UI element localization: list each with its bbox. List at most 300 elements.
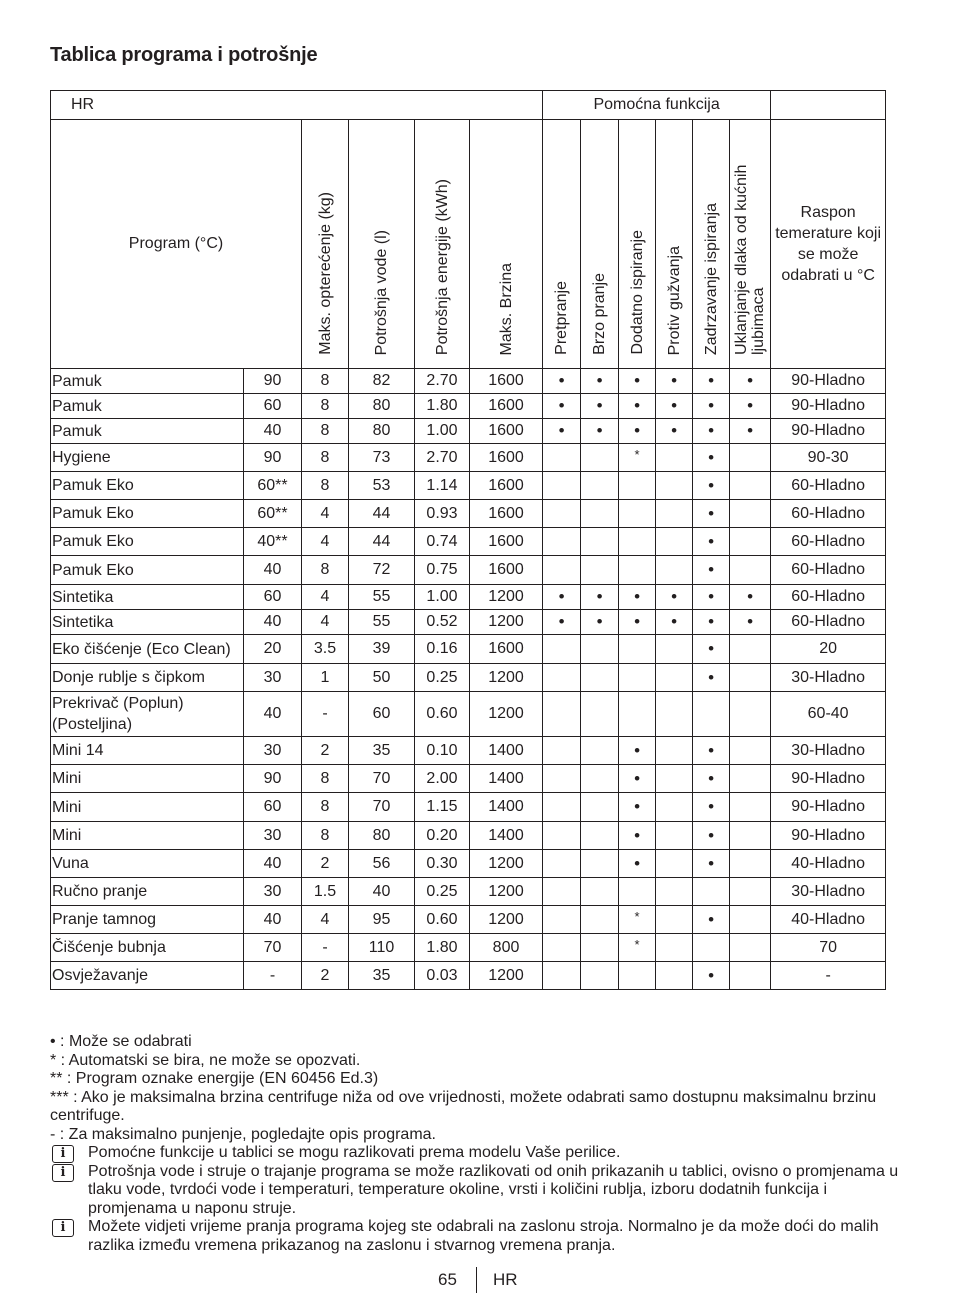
program-header: Program (°C) [51, 120, 302, 369]
aux-function-cell [730, 962, 771, 990]
aux-function-cell [543, 934, 581, 962]
aux-function-cell [656, 822, 693, 850]
aux-function-cell [730, 822, 771, 850]
max-load-cell: - [302, 692, 349, 737]
max-speed-cell: 1600 [470, 369, 543, 394]
aux-function-cell [730, 500, 771, 528]
aux-function-cell [619, 934, 656, 962]
selectable-dot: • [671, 612, 678, 631]
max-load-cell: 2 [302, 737, 349, 765]
max-speed-cell: 1600 [470, 500, 543, 528]
aux-function-cell [730, 850, 771, 878]
col-header-label: Maks. Brzina [497, 262, 515, 355]
temperature-cell: 40 [244, 610, 302, 635]
aux-function-cell [730, 472, 771, 500]
program-name-cell: Pamuk [51, 369, 244, 394]
aux-function-cell [581, 610, 619, 635]
aux-function-cell [656, 850, 693, 878]
table-header-columns [51, 120, 886, 369]
selectable-dot: • [747, 612, 754, 631]
aux-function-cell [581, 585, 619, 610]
temperature-cell: 90 [244, 765, 302, 793]
aux-function-cell [730, 793, 771, 822]
aux-function-cell [730, 765, 771, 793]
aux-function-cell [656, 793, 693, 822]
energy-cell: 0.25 [415, 878, 470, 906]
energy-cell: 1.80 [415, 394, 470, 419]
aux-function-cell [693, 528, 730, 556]
temp-range-cell: 90-Hladno [771, 419, 886, 444]
auto-selected-mark: * [634, 908, 640, 924]
energy-cell: 0.60 [415, 906, 470, 934]
aux-function-cell [730, 878, 771, 906]
program-name-cell: Sintetika [51, 610, 244, 635]
col-header-label: Uklanjanje dlaka od kućnih ljubimaca [733, 164, 768, 355]
max-speed-cell: 1200 [470, 610, 543, 635]
max-load-cell: 4 [302, 500, 349, 528]
aux-function-cell [619, 528, 656, 556]
aux-function-cell [693, 500, 730, 528]
aux-function-cell [656, 556, 693, 585]
program-table [50, 90, 886, 990]
aux-function-cell [730, 585, 771, 610]
program-name-cell: Pamuk Eko [51, 528, 244, 556]
energy-cell: 0.16 [415, 635, 470, 664]
info-icon: i [52, 1219, 74, 1237]
program-name-cell: Prekrivač (Poplun) (Posteljina) [51, 692, 244, 737]
table-row [51, 556, 886, 585]
aux-function-cell [619, 664, 656, 692]
col-header-energy [415, 120, 470, 369]
aux-function-cell [581, 472, 619, 500]
aux-function-cell [543, 822, 581, 850]
program-name-cell: Mini 14 [51, 737, 244, 765]
aux-function-cell [730, 444, 771, 472]
aux-function-cell [619, 585, 656, 610]
aux-function-cell [619, 822, 656, 850]
footer-lang: HR [493, 1270, 518, 1289]
selectable-dot: • [596, 587, 603, 606]
water-cell: 35 [349, 962, 415, 990]
temperature-cell: 30 [244, 878, 302, 906]
selectable-dot: • [747, 396, 754, 415]
aux-function-cell [693, 444, 730, 472]
table-row [51, 822, 886, 850]
aux-function-cell [693, 692, 730, 737]
max-speed-cell: 1600 [470, 472, 543, 500]
energy-cell: 0.30 [415, 850, 470, 878]
info-note [50, 1163, 910, 1219]
selectable-dot: • [708, 587, 715, 606]
col-header-label: Brzo pranje [591, 273, 609, 355]
col-header-label: Pretpranje [553, 281, 571, 355]
table-row [51, 664, 886, 692]
selectable-dot: • [634, 371, 641, 390]
selectable-dot: • [708, 909, 715, 929]
col-header-label: Zadrzavanje ispiranja [702, 202, 720, 355]
max-speed-cell: 800 [470, 934, 543, 962]
aux-function-cell [543, 585, 581, 610]
selectable-dot: • [596, 371, 603, 390]
temperature-cell: 60** [244, 472, 302, 500]
temp-range-cell: 90-Hladno [771, 369, 886, 394]
selectable-dot: • [747, 587, 754, 606]
col-header-load [302, 120, 349, 369]
aux-function-cell [619, 394, 656, 419]
aux-function-cell [656, 472, 693, 500]
col-header-label: Dodatno ispiranje [628, 230, 646, 355]
aux-function-cell [656, 419, 693, 444]
temp-range-cell: 90-Hladno [771, 822, 886, 850]
temp-range-cell: 90-Hladno [771, 793, 886, 822]
col-header-speed [470, 120, 543, 369]
legend-line: * : Automatski se bira, ne može se opozvati. [50, 1051, 361, 1069]
temperature-cell: 60 [244, 793, 302, 822]
selectable-dot: • [708, 447, 715, 467]
temp-range-cell: 30-Hladno [771, 664, 886, 692]
selectable-dot: • [596, 396, 603, 415]
selectable-dot: • [558, 587, 565, 606]
aux-function-cell [543, 850, 581, 878]
aux-function-cell [693, 635, 730, 664]
max-load-cell: 8 [302, 765, 349, 793]
aux-function-cell [693, 822, 730, 850]
aux-function-cell [581, 850, 619, 878]
aux-function-cell [693, 737, 730, 765]
aux-function-cell [581, 906, 619, 934]
max-speed-cell: 1200 [470, 692, 543, 737]
selectable-dot: • [558, 396, 565, 415]
selectable-dot: • [558, 421, 565, 440]
aux-function-cell [543, 793, 581, 822]
water-cell: 60 [349, 692, 415, 737]
energy-cell: 1.80 [415, 934, 470, 962]
program-name-cell: Eko čišćenje (Eco Clean) [51, 635, 244, 664]
temp-range-cell: 60-Hladno [771, 610, 886, 635]
aux-function-cell [730, 369, 771, 394]
max-speed-cell: 1400 [470, 737, 543, 765]
energy-cell: 0.10 [415, 737, 470, 765]
selectable-dot: • [634, 825, 641, 845]
col-header-quickwash [581, 120, 619, 369]
temperature-cell: 40 [244, 419, 302, 444]
water-cell: 44 [349, 500, 415, 528]
temp-range-cell: 60-Hladno [771, 585, 886, 610]
program-name-cell: Pamuk Eko [51, 472, 244, 500]
aux-function-cell [581, 664, 619, 692]
max-load-cell: 8 [302, 556, 349, 585]
max-speed-cell: 1600 [470, 444, 543, 472]
max-speed-cell: 1200 [470, 850, 543, 878]
selectable-dot: • [708, 797, 715, 816]
temperature-cell: 60 [244, 394, 302, 419]
max-speed-cell: 1200 [470, 664, 543, 692]
temperature-cell: 40 [244, 850, 302, 878]
temp-range-cell: 90-Hladno [771, 394, 886, 419]
program-name-cell: Mini [51, 822, 244, 850]
aux-function-cell [619, 610, 656, 635]
empty-header-cell [771, 91, 886, 120]
program-name-cell: Pamuk [51, 419, 244, 444]
aux-function-cell [730, 635, 771, 664]
table-row [51, 500, 886, 528]
lang-code-cell: HR [51, 91, 543, 120]
selectable-dot: • [708, 531, 715, 551]
aux-function-cell [730, 664, 771, 692]
temperature-cell: - [244, 962, 302, 990]
col-header-extra-rinse [619, 120, 656, 369]
max-load-cell: 8 [302, 369, 349, 394]
col-header-water [349, 120, 415, 369]
selectable-dot: • [671, 421, 678, 440]
water-cell: 50 [349, 664, 415, 692]
selectable-dot: • [708, 371, 715, 390]
table-row [51, 635, 886, 664]
aux-function-cell [543, 737, 581, 765]
table-row [51, 737, 886, 765]
page-title: Tablica programa i potrošnje [50, 44, 318, 66]
legend-line: • : Može se odabrati [50, 1033, 192, 1050]
program-name-cell: Mini [51, 765, 244, 793]
aux-function-cell [581, 635, 619, 664]
selectable-dot: • [671, 371, 678, 390]
aux-function-cell [693, 369, 730, 394]
table-header-top [51, 91, 886, 120]
selectable-dot: • [708, 965, 715, 985]
max-load-cell: 8 [302, 472, 349, 500]
col-header-label: Protiv gužvanja [665, 245, 683, 355]
selectable-dot: • [708, 639, 715, 658]
temp-range-cell: 90-Hladno [771, 765, 886, 793]
aux-function-cell [581, 500, 619, 528]
note-text: Možete vidjeti vrijeme pranja programa kojeg ste odabrali na zaslonu stroja. Normalno je da može doći do malih razlika između vremena prikazanog na zaslonu i stvarnog vremena pranja. [88, 1218, 879, 1254]
aux-function-cell [693, 934, 730, 962]
aux-function-cell [656, 692, 693, 737]
aux-function-cell [730, 934, 771, 962]
aux-function-cell [656, 610, 693, 635]
selectable-dot: • [708, 667, 715, 687]
aux-function-cell [619, 635, 656, 664]
max-speed-cell: 1200 [470, 962, 543, 990]
page-number: 65 [438, 1270, 457, 1289]
program-name-cell: Ručno pranje [51, 878, 244, 906]
aux-function-cell [656, 878, 693, 906]
max-load-cell: 4 [302, 906, 349, 934]
aux-function-cell [543, 472, 581, 500]
max-load-cell: 3.5 [302, 635, 349, 664]
selectable-dot: • [708, 503, 715, 523]
aux-function-cell [656, 765, 693, 793]
water-cell: 82 [349, 369, 415, 394]
aux-function-cell [693, 610, 730, 635]
selectable-dot: • [708, 612, 715, 631]
selectable-dot: • [634, 740, 641, 760]
selectable-dot: • [708, 475, 715, 495]
table-row [51, 419, 886, 444]
temp-range-cell: 40-Hladno [771, 850, 886, 878]
water-cell: 55 [349, 610, 415, 635]
aux-function-cell [656, 394, 693, 419]
max-speed-cell: 1600 [470, 556, 543, 585]
selectable-dot: • [708, 740, 715, 760]
table-row [51, 793, 886, 822]
temperature-cell: 40 [244, 906, 302, 934]
energy-cell: 2.00 [415, 765, 470, 793]
aux-function-cell [619, 419, 656, 444]
water-cell: 35 [349, 737, 415, 765]
selectable-dot: • [634, 768, 641, 788]
legend [50, 1033, 910, 1255]
max-speed-cell: 1200 [470, 906, 543, 934]
aux-function-cell [619, 850, 656, 878]
aux-function-cell [693, 664, 730, 692]
temp-range-cell: 40-Hladno [771, 906, 886, 934]
aux-function-cell [730, 692, 771, 737]
col-header-temp-range: Raspon temerature koji se može odabrati u °C [771, 120, 886, 369]
aux-function-cell [581, 419, 619, 444]
energy-cell: 0.25 [415, 664, 470, 692]
aux-function-cell [543, 610, 581, 635]
aux-function-cell [581, 444, 619, 472]
aux-function-cell [581, 934, 619, 962]
aux-function-cell [693, 394, 730, 419]
aux-function-cell [543, 444, 581, 472]
aux-function-cell [656, 906, 693, 934]
aux-function-cell [581, 394, 619, 419]
selectable-dot: • [708, 853, 715, 873]
table-row [51, 585, 886, 610]
energy-cell: 0.93 [415, 500, 470, 528]
temp-range-cell: 70 [771, 934, 886, 962]
info-note [50, 1144, 910, 1163]
aux-function-cell [543, 394, 581, 419]
max-speed-cell: 1200 [470, 878, 543, 906]
temperature-cell: 30 [244, 664, 302, 692]
table-row [51, 765, 886, 793]
water-cell: 44 [349, 528, 415, 556]
note-text: Potrošnja vode i struje o trajanje programa se može razlikovati od onih prikazanih u tablici, ovisno o promjenama u tlaku vode, tvrdoći vode i temperaturi, temperature okoline, vrsti i količini rublja, izboru dodatnih funkcija i promjenama u naponu struje. [88, 1162, 899, 1217]
program-name-cell: Pamuk Eko [51, 500, 244, 528]
temperature-cell: 30 [244, 737, 302, 765]
aux-function-cell [581, 369, 619, 394]
aux-function-cell [656, 737, 693, 765]
aux-function-cell [543, 664, 581, 692]
table-row [51, 444, 886, 472]
max-speed-cell: 1200 [470, 585, 543, 610]
aux-function-cell [543, 419, 581, 444]
aux-function-cell [619, 472, 656, 500]
legend-line: ** : Program oznake energije (EN 60456 Ed.3) [50, 1070, 379, 1087]
aux-function-cell [619, 906, 656, 934]
max-speed-cell: 1600 [470, 635, 543, 664]
water-cell: 53 [349, 472, 415, 500]
max-load-cell: 1 [302, 664, 349, 692]
max-load-cell: 4 [302, 528, 349, 556]
max-load-cell: - [302, 934, 349, 962]
temp-range-cell: 30-Hladno [771, 878, 886, 906]
aux-function-cell [581, 962, 619, 990]
table-row [51, 962, 886, 990]
aux-function-cell [619, 737, 656, 765]
aux-function-cell [619, 444, 656, 472]
program-name-cell: Hygiene [51, 444, 244, 472]
temperature-cell: 60 [244, 585, 302, 610]
aux-function-cell [619, 962, 656, 990]
temperature-cell: 40** [244, 528, 302, 556]
aux-function-cell [730, 610, 771, 635]
water-cell: 95 [349, 906, 415, 934]
temp-range-cell: 90-30 [771, 444, 886, 472]
aux-function-cell [581, 692, 619, 737]
water-cell: 55 [349, 585, 415, 610]
max-load-cell: 4 [302, 585, 349, 610]
program-name-cell: Pamuk [51, 394, 244, 419]
col-header-anti-crease [656, 120, 693, 369]
aux-function-cell [619, 369, 656, 394]
water-cell: 80 [349, 822, 415, 850]
aux-function-cell [730, 394, 771, 419]
selectable-dot: • [747, 371, 754, 390]
aux-function-cell [619, 692, 656, 737]
aux-function-cell [693, 765, 730, 793]
temperature-cell: 90 [244, 369, 302, 394]
aux-function-cell [581, 822, 619, 850]
table-row [51, 850, 886, 878]
aux-function-cell [730, 528, 771, 556]
program-name-cell: Čišćenje bubnja [51, 934, 244, 962]
aux-function-cell [693, 962, 730, 990]
max-load-cell: 2 [302, 850, 349, 878]
selectable-dot: • [634, 797, 641, 816]
max-load-cell: 1.5 [302, 878, 349, 906]
aux-function-cell [581, 528, 619, 556]
temp-range-cell: 60-Hladno [771, 472, 886, 500]
table-row [51, 906, 886, 934]
max-load-cell: 2 [302, 962, 349, 990]
energy-cell: 0.60 [415, 692, 470, 737]
program-name-cell: Pamuk Eko [51, 556, 244, 585]
legend-line: - : Za maksimalno punjenje, pogledajte opis programa. [50, 1125, 436, 1143]
aux-function-cell [581, 556, 619, 585]
temperature-cell: 90 [244, 444, 302, 472]
program-name-cell: Donje rublje s čipkom [51, 664, 244, 692]
max-speed-cell: 1600 [470, 528, 543, 556]
temp-range-cell: 60-Hladno [771, 500, 886, 528]
energy-cell: 1.14 [415, 472, 470, 500]
auto-selected-mark: * [634, 936, 640, 952]
aux-function-cell [656, 500, 693, 528]
selectable-dot: • [634, 587, 641, 606]
temperature-cell: 20 [244, 635, 302, 664]
selectable-dot: • [558, 371, 565, 390]
table-row [51, 394, 886, 419]
aux-function-cell [693, 850, 730, 878]
selectable-dot: • [634, 612, 641, 631]
aux-function-cell [693, 585, 730, 610]
aux-function-cell [543, 635, 581, 664]
aux-function-cell [543, 500, 581, 528]
energy-cell: 2.70 [415, 444, 470, 472]
energy-cell: 0.03 [415, 962, 470, 990]
aux-function-cell [656, 635, 693, 664]
selectable-dot: • [708, 560, 715, 579]
max-speed-cell: 1400 [470, 793, 543, 822]
col-header-label: Potrošnja vode (l) [373, 229, 390, 355]
col-header-label: Maks. opterećenje (kg) [316, 192, 334, 355]
max-speed-cell: 1400 [470, 822, 543, 850]
aux-function-cell [619, 500, 656, 528]
water-cell: 73 [349, 444, 415, 472]
